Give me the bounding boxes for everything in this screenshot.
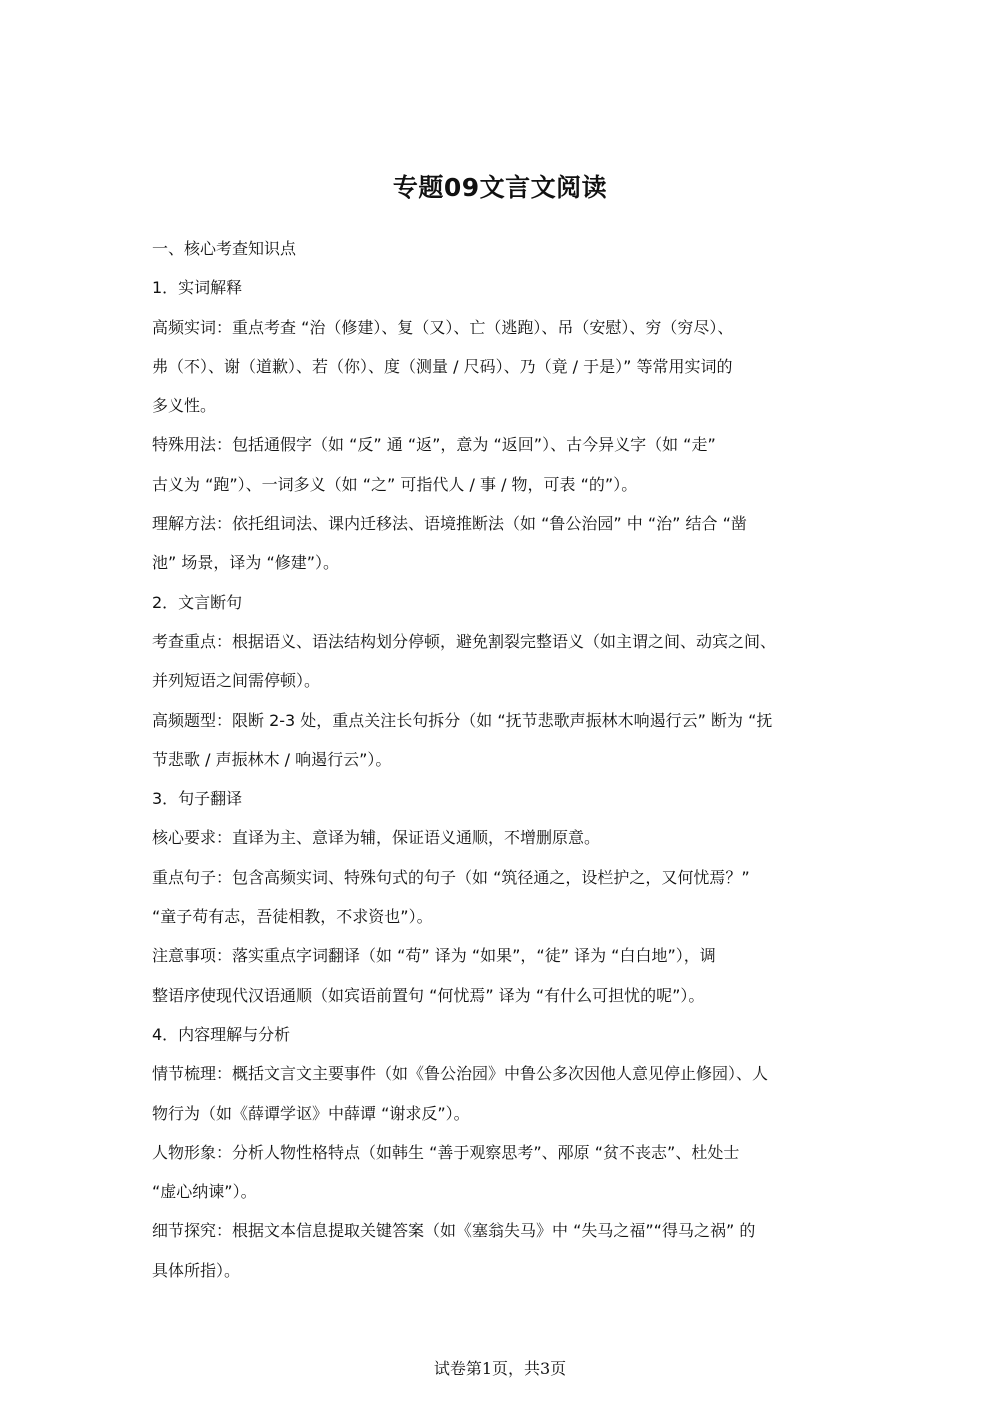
- text-line: 弗（不）、谢（道歉）、若（你）、度（测量 / 尺码）、乃（竟 / 于是）” 等常用实词的: [152, 356, 733, 376]
- subsection-heading: 2．文言断句: [152, 592, 243, 612]
- document-title: 专题09文言文阅读: [392, 173, 608, 202]
- text-line: 并列短语之间需停顿）。: [152, 671, 321, 691]
- text-line: 多义性。: [152, 396, 217, 416]
- subsection-heading: 3．句子翻译: [152, 789, 243, 809]
- section-heading: 一、核心考查知识点: [152, 239, 297, 258]
- text-line: 情节梳理：概括文言文主要事件（如《鲁公治园》中鲁公多次因他人意见停止修园）、人: [152, 1064, 769, 1084]
- page-footer: 试卷第1页，共3页: [433, 1359, 567, 1378]
- text-line: 物行为（如《薛谭学讴》中薛谭 “谢求反”）。: [152, 1103, 470, 1123]
- text-line: 特殊用法：包括通假字（如 “反” 通 “返”，意为 “返回”）、古今异义字（如 “走”: [152, 435, 716, 455]
- subsection-heading: 1．实词解释: [152, 278, 243, 298]
- document-body: [152, 229, 852, 1290]
- text-line: 高频实词：重点考查 “治（修建）、复（又）、亡（逃跑）、吊（安慰）、穷（穷尽）、: [152, 317, 734, 337]
- text-line: “虚心纳谏”）。: [152, 1182, 257, 1202]
- text-line: 人物形象：分析人物性格特点（如韩生 “善于观察思考”、邴原 “贫不丧志”、杜处士: [152, 1142, 740, 1162]
- text-line: 整语序使现代汉语通顺（如宾语前置句 “何忧焉” 译为 “有什么可担忧的呢”）。: [152, 985, 705, 1005]
- text-line: 古义为 “跑”）、一词多义（如 “之” 可指代人 / 事 / 物，可表 “的”）。: [152, 474, 638, 494]
- text-line: 核心要求：直译为主、意译为辅，保证语义通顺，不增删原意。: [152, 828, 601, 848]
- subsection-heading: 4．内容理解与分析: [152, 1024, 291, 1044]
- text-line: 具体所指）。: [152, 1260, 241, 1280]
- text-line: 池” 场景，译为 “修建”）。: [152, 553, 340, 573]
- text-line: 考查重点：根据语义、语法结构划分停顿，避免割裂完整语义（如主谓之间、动宾之间、: [152, 631, 777, 651]
- text-line: 高频题型：限断 2-3 处，重点关注长句拆分（如 “抚节悲歌声振林木响遏行云” 断为 “抚: [152, 710, 773, 730]
- text-line: 节悲歌 / 声振林木 / 响遏行云”）。: [152, 749, 392, 769]
- text-line: 注意事项：落实重点字词翻译（如 “苟” 译为 “如果”，“徒” 译为 “白白地”），调: [152, 946, 716, 966]
- text-line: 细节探究：根据文本信息提取关键答案（如《塞翁失马》中 “失马之福”“得马之祸” 的: [152, 1221, 756, 1241]
- text-line: 重点句子：包含高频实词、特殊句式的句子（如 “筑径通之，设栏护之，又何忧焉？”: [152, 867, 750, 887]
- text-line: “童子苟有志，吾徒相教，不求资也”）。: [152, 907, 433, 927]
- text-line: 理解方法：依托组词法、课内迁移法、语境推断法（如 “鲁公治园” 中 “治” 结合 “凿: [152, 514, 747, 534]
